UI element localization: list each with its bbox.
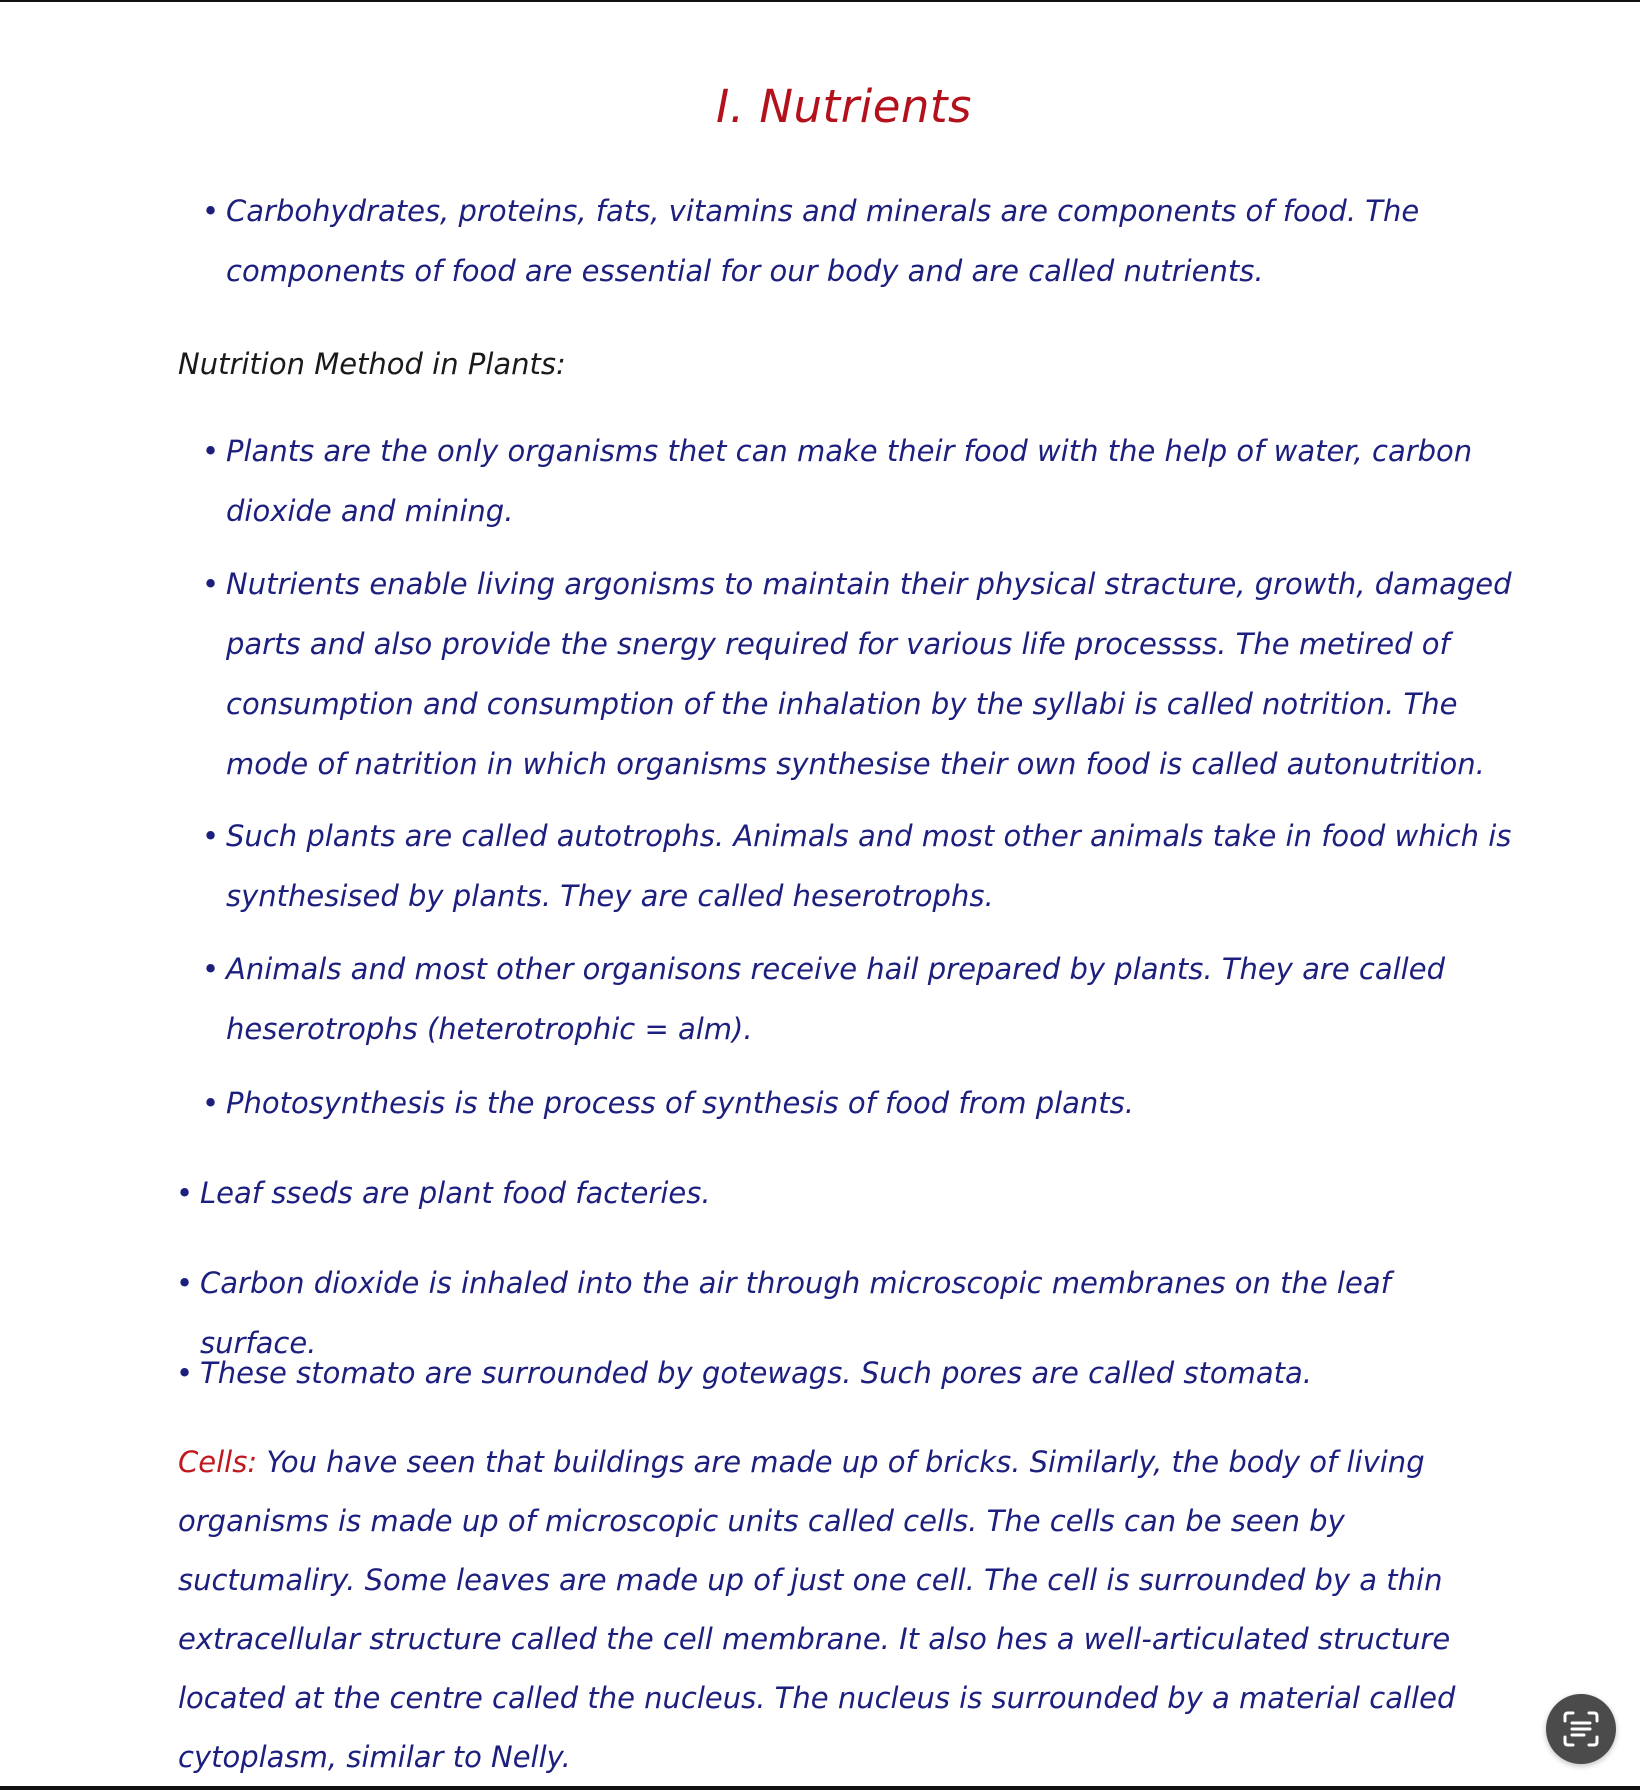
bullet-item (202, 1073, 1526, 1133)
bullet-text: Such plants are called autotrophs. Animals and most other animals take in food which is synthesised by plants. They are called heserotrophs. (226, 819, 1512, 913)
page-title: I. Nutrients (715, 80, 972, 133)
bottom-border (0, 1786, 1640, 1790)
bullet-text: Carbohydrates, proteins, fats, vitamins and minerals are components of food. The components of food are essential for our body and are called nutrients. (226, 194, 1420, 288)
bullet-item (202, 554, 1526, 794)
bullet-text: Carbon dioxide is inhaled into the air through microscopic membranes on the leaf surface. (200, 1266, 1391, 1360)
bullet-dot: • (202, 567, 220, 601)
bullet-dot: • (202, 1086, 220, 1120)
bullet-item (202, 939, 1526, 1059)
bullet-dot: • (176, 1356, 194, 1390)
cells-paragraph (178, 1433, 1518, 1787)
bullet-item (202, 806, 1526, 926)
bullet-text: Photosynthesis is the process of synthesis of food from plants. (226, 1086, 1135, 1120)
text-scan-icon (1561, 1709, 1601, 1749)
cells-label: Cells: (178, 1445, 258, 1479)
bullet-dot: • (176, 1176, 194, 1210)
cells-text: You have seen that buildings are made up of bricks. Similarly, the body of living organisms is made up of microscopic units called cells. The cells can be seen by suctumaliry. Some leaves are made up of just one cell. The cell is surrounded by a thin extracellular structure called the cell membrane. It also hes a well-articulated structure located at the centre called the nucleus. The nucleus is surrounded by a material called cytoplasm, similar to Nelly. (178, 1445, 1456, 1774)
bullet-dot: • (202, 194, 220, 228)
text-scan-button[interactable] (1546, 1694, 1616, 1764)
bullet-text: These stomato are surrounded by gotewags. Such pores are called stomata. (200, 1356, 1312, 1390)
bullet-dot: • (202, 434, 220, 468)
bullet-dot: • (202, 952, 220, 986)
bullet-dot: • (176, 1266, 194, 1300)
bullet-text: Animals and most other organisons receive hail prepared by plants. They are called heserotrophs (heterotrophic = alm). (226, 952, 1445, 1046)
bullet-item (202, 421, 1526, 541)
bullet-text: Nutrients enable living argonisms to maintain their physical stracture, growth, damaged parts and also provide the snergy required for various life processss. The metired of consumption and consumption of the inhalation by the syllabi is called notrition. The mode of natrition in which organisms synthesise their own food is called autonutrition. (226, 567, 1512, 781)
bullet-item (202, 181, 1526, 301)
section-heading: Nutrition Method in Plants: (178, 347, 566, 381)
bullet-text: Plants are the only organisms thet can make their food with the help of water, carbon dioxide and mining. (226, 434, 1473, 528)
bullet-item (176, 1163, 1500, 1223)
top-border (0, 0, 1640, 2)
bullet-dot: • (202, 819, 220, 853)
bullet-item (176, 1343, 1500, 1403)
bullet-text: Leaf sseds are plant food facteries. (200, 1176, 711, 1210)
